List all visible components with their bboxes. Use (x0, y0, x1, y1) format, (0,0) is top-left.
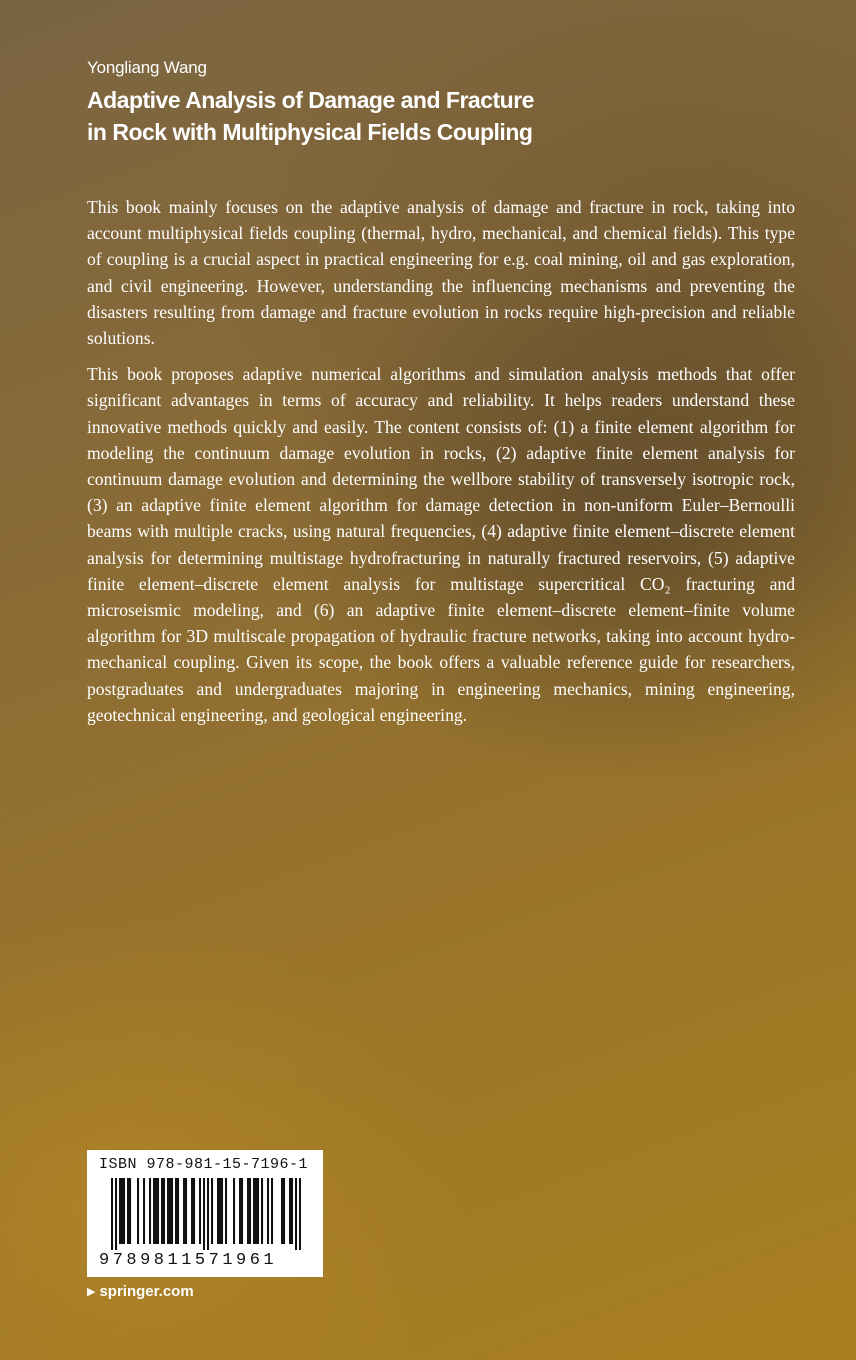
barcode-bar (283, 1178, 285, 1244)
barcode-bar (191, 1178, 193, 1244)
barcode-bar (143, 1178, 145, 1244)
barcode-bar (171, 1178, 173, 1244)
publisher-website-label: springer.com (99, 1283, 194, 1300)
barcode-bar (221, 1178, 223, 1244)
barcode-bar (175, 1178, 177, 1244)
barcode-bar (261, 1178, 263, 1244)
barcode-bar (253, 1178, 255, 1244)
barcode-bar (239, 1178, 241, 1244)
barcode-bar (137, 1178, 139, 1244)
barcode-bar (291, 1178, 293, 1244)
barcode-bar (163, 1178, 165, 1244)
barcode-bar (233, 1178, 235, 1244)
barcode-bar (129, 1178, 131, 1244)
publisher-website[interactable] (87, 1283, 194, 1300)
barcode-bar (111, 1178, 113, 1250)
barcode-bar (299, 1178, 301, 1250)
barcode-bar (123, 1178, 125, 1244)
isbn-label: ISBN 978-981-15-7196-1 (99, 1156, 309, 1173)
barcode-bar (207, 1178, 209, 1250)
barcode-bar (167, 1178, 169, 1244)
barcode-bar (289, 1178, 291, 1244)
book-description (87, 194, 795, 738)
barcode-bar (149, 1178, 151, 1244)
author-name: Yongliang Wang (87, 58, 207, 77)
barcode-bar (169, 1178, 171, 1244)
barcode-bar (177, 1178, 179, 1244)
barcode-bar (115, 1178, 117, 1250)
isbn-barcode (87, 1150, 323, 1277)
barcode-bar (247, 1178, 249, 1244)
description-paragraph-1: This book mainly focuses on the adaptive analysis of damage and fracture in rock, taking into account multiphysical fields coupling (thermal, hydro, mechanical, and chemical fields). This type of coupling is a crucial aspect in practical engineering for e.g. coal mining, oil and gas exploration, and civil engineering. However, understanding the influencing mechanisms and preventing the disasters resulting from damage and fracture evolution in rocks require high-precision and reliable solutions. (87, 197, 795, 349)
barcode-bars (111, 1178, 301, 1250)
barcode-bar (199, 1178, 201, 1244)
book-title-line-1: Adaptive Analysis of Damage and Fracture (87, 87, 534, 113)
barcode-bar (241, 1178, 243, 1244)
barcode-bar (183, 1178, 185, 1244)
barcode-bar (127, 1178, 129, 1244)
barcode-bar (281, 1178, 283, 1244)
barcode-bar (271, 1178, 273, 1244)
book-title-line-2: in Rock with Multiphysical Fields Coupling (87, 119, 533, 145)
barcode-bar (157, 1178, 159, 1244)
barcode-bar (121, 1178, 123, 1244)
book-title (87, 84, 607, 148)
barcode-bar (153, 1178, 155, 1244)
barcode-bar (295, 1178, 297, 1250)
description-paragraph-2: This book proposes adaptive numerical algorithms and simulation analysis methods that offer significant advantages in terms of accuracy and reliability. It helps readers understand these innovative methods quickly and easily. The content consists of: (1) a finite element algorithm for modeling the continuum damage evolution in rocks, (2) adaptive finite element analysis for continuum damage evolution and determining the wellbore stability of transversely isotropic rock, (3) an adaptive finite element algorithm for damage detection in non-uniform Euler–Bernoulli beams with multiple cracks, using natural frequencies, (4) adaptive finite element–discrete element analysis for determining multistage hydrofracturing in naturally fractured reservoirs, (5) adaptive finite element–discrete element analysis for multistage supercritical CO₂ fracturing and microseismic modeling, and (6) an adaptive finite element–discrete element–finite volume algorithm for 3D multiscale propagation of hydraulic fracture networks, taking into account hydro-mechanical coupling. Given its scope, the book offers a valuable reference guide for researchers, postgraduates and undergraduates majoring in engineering mechanics, mining engineering, geotechnical engineering, and geological engineering. (87, 364, 795, 725)
barcode-bar (219, 1178, 221, 1244)
barcode-bar (193, 1178, 195, 1244)
barcode-bar (217, 1178, 219, 1244)
barcode-bar (119, 1178, 121, 1244)
barcode-bar (211, 1178, 213, 1244)
ean-digits: 9789811571961 (99, 1251, 278, 1270)
triangle-right-icon: ▶ (87, 1286, 96, 1298)
barcode-bar (161, 1178, 163, 1244)
barcode-bar (257, 1178, 259, 1244)
barcode-bar (203, 1178, 205, 1250)
barcode-bar (255, 1178, 257, 1244)
barcode-bar (155, 1178, 157, 1244)
barcode-bar (185, 1178, 187, 1244)
barcode-bar (267, 1178, 269, 1244)
barcode-bar (249, 1178, 251, 1244)
barcode-bar (225, 1178, 227, 1244)
